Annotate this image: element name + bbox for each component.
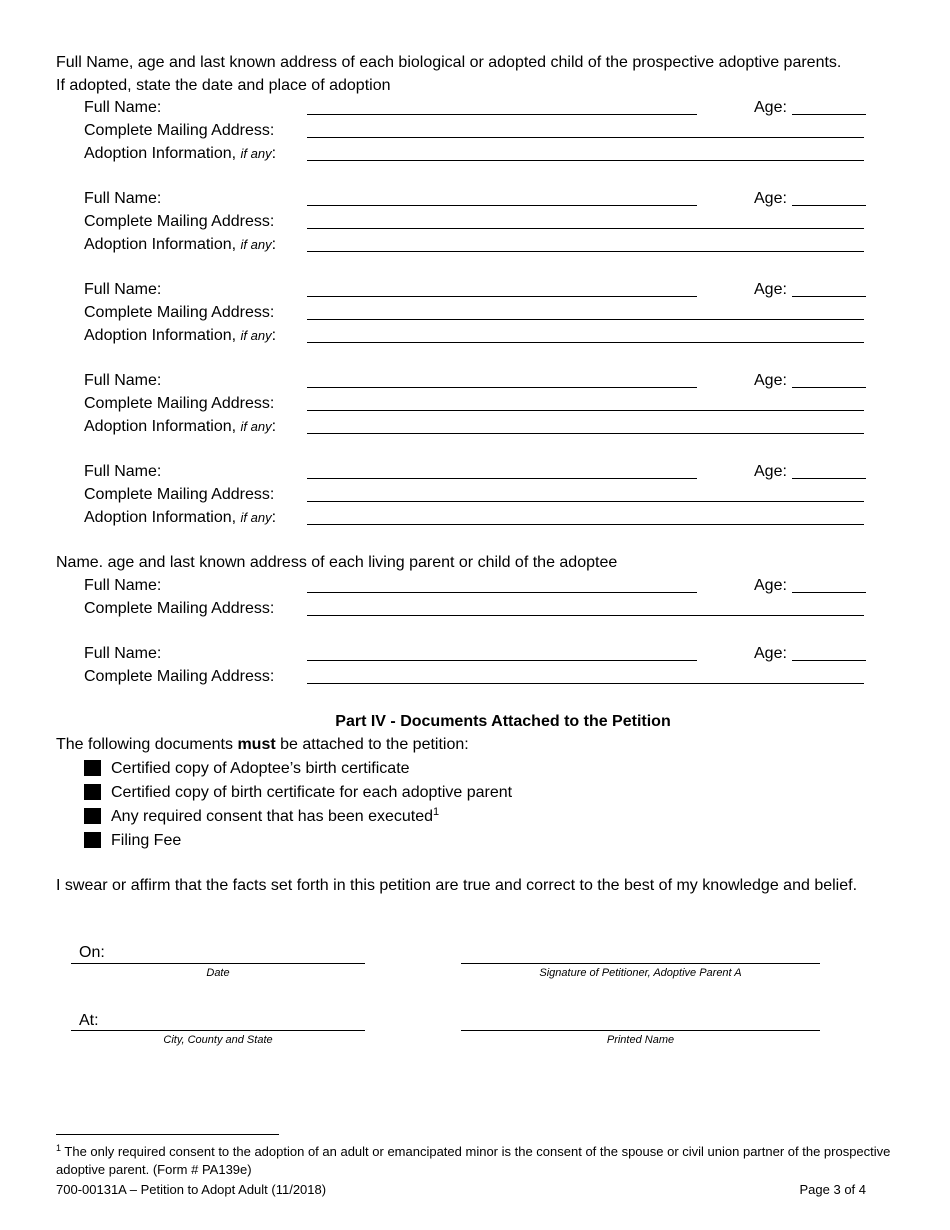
parent-2-address-row <box>84 665 884 688</box>
parent-1-address-row <box>84 597 884 620</box>
address-label: Complete Mailing Address: <box>84 600 275 617</box>
on-label: On: <box>79 944 105 961</box>
child-4-name-row <box>84 369 884 392</box>
children-section-intro <box>56 51 916 97</box>
checkbox[interactable] <box>84 832 101 848</box>
checkbox[interactable] <box>84 784 101 800</box>
age-label: Age: <box>754 190 787 207</box>
signature-field[interactable] <box>461 963 820 964</box>
address-field[interactable] <box>307 319 864 320</box>
parents-section-title: Name. age and last known address of each living parent or child of the adoptee <box>56 554 618 571</box>
age-label: Age: <box>754 99 787 116</box>
age-field[interactable] <box>792 205 866 206</box>
document-label: Filing Fee <box>111 832 182 849</box>
address-label: Complete Mailing Address: <box>84 668 275 685</box>
address-field[interactable] <box>307 228 864 229</box>
oath-statement: I swear or affirm that the facts set forth in this petition are true and correct to the best of my knowledge and belief. <box>56 877 858 894</box>
printed-name-field[interactable] <box>461 1030 820 1031</box>
address-label: Complete Mailing Address: <box>84 486 275 503</box>
address-field[interactable] <box>307 615 864 616</box>
address-label: Complete Mailing Address: <box>84 395 275 412</box>
full-name-label: Full Name: <box>84 463 162 480</box>
age-label: Age: <box>754 645 787 662</box>
child-5-adoption-row <box>84 506 884 529</box>
child-5-name-row <box>84 460 884 483</box>
adoption-info-field[interactable] <box>307 524 864 525</box>
child-4-adoption-row <box>84 415 884 438</box>
adoption-info-label: Adoption Information, if any: <box>84 418 277 435</box>
child-2-address-row <box>84 210 884 233</box>
checkbox[interactable] <box>84 808 101 824</box>
address-label: Complete Mailing Address: <box>84 122 275 139</box>
adoption-info-label: Adoption Information, if any: <box>84 145 277 162</box>
full-name-label: Full Name: <box>84 281 162 298</box>
footnote-divider <box>56 1134 279 1135</box>
full-name-field[interactable] <box>307 114 697 115</box>
age-label: Age: <box>754 372 787 389</box>
page-number: Page 3 of 4 <box>799 1182 866 1197</box>
date-field[interactable] <box>71 963 365 964</box>
adoption-info-field[interactable] <box>307 433 864 434</box>
age-field[interactable] <box>792 478 866 479</box>
child-3-address-row <box>84 301 884 324</box>
adoption-info-field[interactable] <box>307 160 864 161</box>
age-field[interactable] <box>792 387 866 388</box>
intro-line-2: If adopted, state the date and place of adoption <box>56 77 391 94</box>
form-identifier: 700-00131A – Petition to Adopt Adult (11/2018) <box>56 1182 327 1197</box>
documents-intro: The following documents must be attached to the petition: <box>56 736 469 753</box>
child-1-address-row <box>84 119 884 142</box>
full-name-field[interactable] <box>307 660 697 661</box>
printed-name-caption: Printed Name <box>606 1034 675 1046</box>
address-field[interactable] <box>307 501 864 502</box>
child-1-name-row <box>84 96 884 119</box>
full-name-field[interactable] <box>307 592 697 593</box>
adoption-info-label: Adoption Information, if any: <box>84 236 277 253</box>
checkbox[interactable] <box>84 760 101 776</box>
footnote-ref: 1 <box>433 806 440 818</box>
at-label: At: <box>79 1012 99 1029</box>
address-field[interactable] <box>307 137 864 138</box>
age-label: Age: <box>754 577 787 594</box>
signature-caption: Signature of Petitioner, Adoptive Parent A <box>539 967 742 979</box>
child-4-address-row <box>84 392 884 415</box>
full-name-field[interactable] <box>307 296 697 297</box>
footnote: $^1$ The only required consent to the adoption of an adult or emancipated minor is the consent of the spouse or civil union partner of the prospective adoptive parent. (Form # PA139e) <box>56 1143 891 1177</box>
address-field[interactable] <box>307 683 864 684</box>
address-label: Complete Mailing Address: <box>84 213 275 230</box>
location-field[interactable] <box>71 1030 365 1031</box>
parent-1-name-row <box>84 574 884 597</box>
full-name-label: Full Name: <box>84 99 162 116</box>
full-name-label: Full Name: <box>84 190 162 207</box>
intro-line-1: Full Name, age and last known address of each biological or adopted child of the prospective adoptive parents. <box>56 54 842 71</box>
child-3-adoption-row <box>84 324 884 347</box>
address-label: Complete Mailing Address: <box>84 304 275 321</box>
child-2-name-row <box>84 187 884 210</box>
full-name-label: Full Name: <box>84 372 162 389</box>
child-2-adoption-row <box>84 233 884 256</box>
full-name-label: Full Name: <box>84 577 162 594</box>
child-1-adoption-row <box>84 142 884 165</box>
age-field[interactable] <box>792 660 866 661</box>
adoption-info-label: Adoption Information, if any: <box>84 509 277 526</box>
age-field[interactable] <box>792 114 866 115</box>
full-name-label: Full Name: <box>84 645 162 662</box>
age-field[interactable] <box>792 592 866 593</box>
part-iv-title: Part IV - Documents Attached to the Petition <box>335 713 671 730</box>
age-label: Age: <box>754 463 787 480</box>
date-caption: Date <box>206 967 230 979</box>
child-3-name-row <box>84 278 884 301</box>
adoption-info-label: Adoption Information, if any: <box>84 327 277 344</box>
age-field[interactable] <box>792 296 866 297</box>
footnote-mark: 1 <box>56 1143 62 1153</box>
parent-2-name-row <box>84 642 884 665</box>
document-label: Any required consent that has been executed$^1$ <box>111 806 440 825</box>
location-caption: City, County and State <box>163 1034 273 1046</box>
document-label: Certified copy of Adoptee’s birth certificate <box>111 760 410 777</box>
full-name-field[interactable] <box>307 478 697 479</box>
full-name-field[interactable] <box>307 205 697 206</box>
document-label: Certified copy of birth certificate for each adoptive parent <box>111 784 513 801</box>
full-name-field[interactable] <box>307 387 697 388</box>
adoption-info-field[interactable] <box>307 342 864 343</box>
age-label: Age: <box>754 281 787 298</box>
address-field[interactable] <box>307 410 864 411</box>
child-5-address-row <box>84 483 884 506</box>
adoption-info-field[interactable] <box>307 251 864 252</box>
